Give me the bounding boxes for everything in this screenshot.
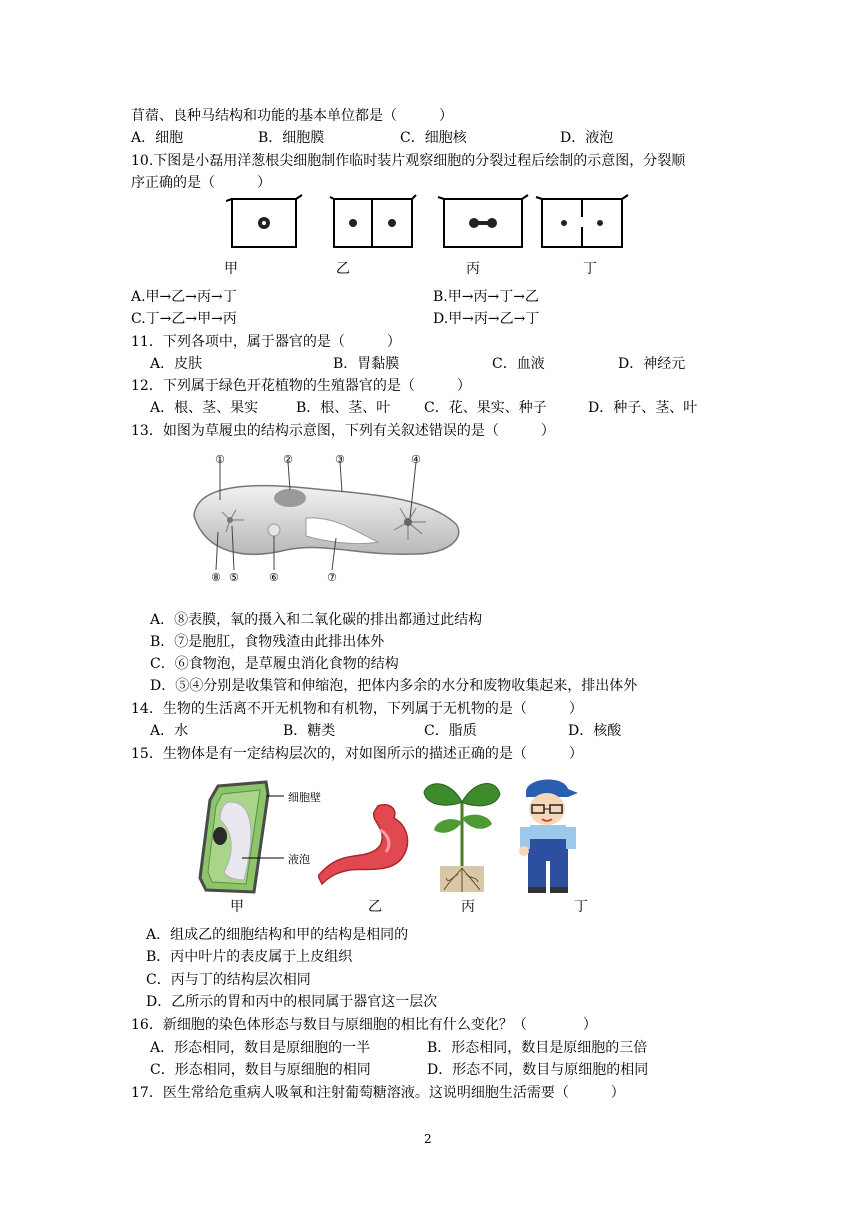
q15-option-b: B．丙中叶片的表皮属于上皮组织 [146,949,353,965]
q13-label-8: ⑧ [211,571,221,584]
paramecium-figure [186,446,476,586]
q16-stem: 16．新细胞的染色体形态与数目与原细胞的相比有什么变化？（ ） [131,1017,597,1033]
q9-option-d: D．液泡 [560,130,614,146]
q10-stem-line1: 10.下图是小磊用洋葱根尖细胞制作临时装片观察细胞的分裂过程后绘制的示意图，分裂顺 [131,153,686,169]
q15-label-yi: 乙 [368,899,382,915]
q14-option-b: B．糖类 [283,723,336,739]
q9-option-a: A．细胞 [131,130,184,146]
q14-option-c: C．脂质 [424,723,477,739]
q17-stem: 17．医生常给危重病人吸氧和注射葡萄糖溶液。这说明细胞生活需要（ ） [131,1085,625,1101]
q10-label-yi: 乙 [336,261,350,277]
q13-option-a: A．⑧表膜，氧的摄入和二氧化碳的排出都通过此结构 [150,612,483,628]
q13-label-7: ⑦ [327,571,337,584]
q14-stem: 14．生物的生活离不开无机物和有机物，下列属于无机物的是（ ） [131,701,583,717]
q10-option-b: B.甲→丙→丁→乙 [433,289,539,305]
q10-option-a: A.甲→乙→丙→丁 [131,289,237,305]
q11-option-c: C．血液 [492,356,545,372]
q12-option-c: C．花、果实、种子 [424,400,547,416]
q9-option-c: C．细胞核 [400,130,467,146]
stomach-figure [318,800,418,890]
q9-stem: 苜蓿、良种马结构和功能的基本单位都是（ ） [131,108,453,124]
q15-label-cell-wall: 细胞壁 [288,791,321,804]
q12-option-b: B．根、茎、叶 [296,400,391,416]
q16-option-c: C．形态相同，数目与原细胞的相同 [150,1062,371,1078]
q10-label-ding: 丁 [583,261,597,277]
q10-label-bing: 丙 [466,261,480,277]
q14-option-d: D．核酸 [568,723,622,739]
q15-option-c: C．丙与丁的结构层次相同 [146,972,311,988]
q13-label-4: ④ [411,453,421,466]
q15-label-ding: 丁 [574,899,588,915]
q15-label-jia: 甲 [230,899,244,915]
q12-option-a: A．根、茎、果实 [150,400,259,416]
q13-stem: 13．如图为草履虫的结构示意图，下列有关叙述错误的是（ ） [131,423,555,439]
q14-option-a: A．水 [150,723,189,739]
q10-option-c: C.丁→乙→甲→丙 [131,311,237,327]
q13-label-1: ① [215,453,225,466]
person-figure [514,775,584,895]
q13-option-b: B．⑦是胞肛，食物残渣由此排出体外 [150,634,385,650]
q11-option-b: B．胃黏膜 [333,356,400,372]
plant-figure [422,772,502,894]
q15-label-vacuole: 液泡 [288,853,310,866]
q12-stem: 12．下列属于绿色开花植物的生殖器官的是（ ） [131,378,471,394]
q15-stem: 15．生物体是有一定结构层次的，对如图所示的描述正确的是（ ） [131,746,583,762]
page-number: 2 [424,1132,432,1146]
q15-option-a: A．组成乙的细胞结构和甲的结构是相同的 [146,927,409,943]
q11-stem: 11．下列各项中，属于器官的是（ ） [131,334,401,350]
q10-option-d: D.甲→丙→乙→丁 [433,311,540,327]
q13-label-5: ⑤ [229,571,239,584]
cell-division-figure [226,193,636,255]
q13-option-d: D．⑤④分别是收集管和伸缩泡，把体内多余的水分和废物收集起来，排出体外 [150,678,638,694]
q9-option-b: B．细胞膜 [258,130,325,146]
q12-option-d: D．种子、茎、叶 [588,400,698,416]
q13-label-2: ② [283,453,293,466]
q13-label-3: ③ [335,453,345,466]
q15-label-bing: 丙 [461,899,475,915]
q11-option-a: A．皮肤 [150,356,203,372]
q16-option-a: A．形态相同，数目是原细胞的一半 [150,1040,371,1056]
q16-option-b: B．形态相同，数目是原细胞的三倍 [427,1040,648,1056]
q11-option-d: D．神经元 [618,356,686,372]
q10-stem-line2: 序正确的是（ ） [131,175,271,191]
q15-option-d: D．乙所示的胃和丙中的根同属于器官这一层次 [146,994,438,1010]
q13-label-6: ⑥ [269,571,279,584]
q13-option-c: C．⑥食物泡，是草履虫消化食物的结构 [150,656,399,672]
q10-label-jia: 甲 [224,261,238,277]
q16-option-d: D．形态不同，数目与原细胞的相同 [427,1062,649,1078]
